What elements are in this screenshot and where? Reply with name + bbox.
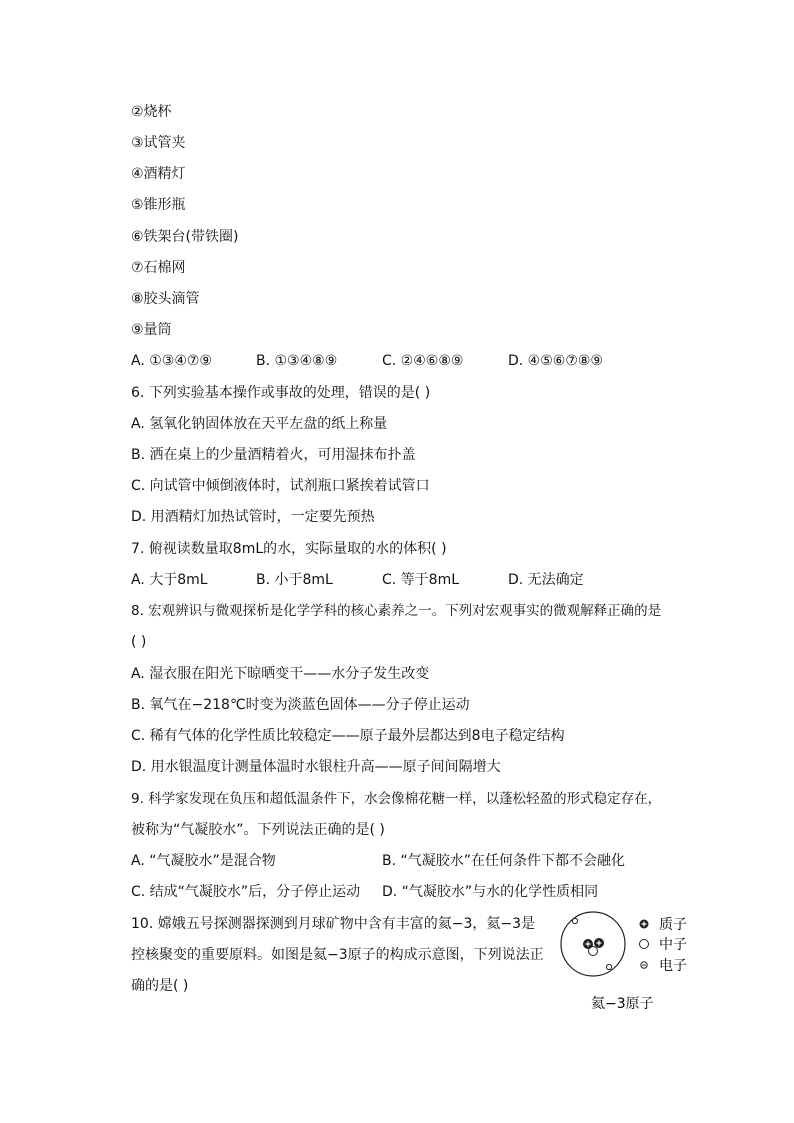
electron-icon xyxy=(606,964,611,969)
equipment-item: ④酒精灯 xyxy=(131,166,186,182)
q6-option-c: C. 向试管中倾倒液体时，试剂瓶口紧挨着试管口 xyxy=(131,478,430,494)
q7-stem: 7. 俯视读数量取8mL的水，实际量取的水的体积( ) xyxy=(131,541,447,557)
q6-option-d: D. 用酒精灯加热试管时，一定要先预热 xyxy=(131,509,375,525)
q5-option-b: B. ①③④⑧⑨ xyxy=(256,353,338,369)
equipment-item: ⑥铁架台(带铁圈) xyxy=(131,229,239,245)
helium-atom-diagram xyxy=(555,908,705,1018)
q7-option-c: C. 等于8mL xyxy=(382,572,460,588)
q8-option-b: B. 氧气在−218℃时变为淡蓝色固体——分子停止运动 xyxy=(131,697,470,713)
q7-option-b: B. 小于8mL xyxy=(256,572,333,588)
electron-icon xyxy=(572,918,577,923)
equipment-item: ⑤锥形瓶 xyxy=(131,197,186,213)
q8-option-a: A. 湿衣服在阳光下晾晒变干——水分子发生改变 xyxy=(131,666,430,682)
q6-option-b: B. 洒在桌上的少量酒精着火，可用湿抹布扑盖 xyxy=(131,447,416,463)
q10-stem: 10. 嫦娥五号探测器探测到月球矿物中含有丰富的氦−3，氦−3是 xyxy=(131,916,535,932)
q8-stem-cont: ( ) xyxy=(131,634,147,650)
q5-option-d: D. ④⑤⑥⑦⑧⑨ xyxy=(508,353,603,369)
equipment-item: ⑦石棉网 xyxy=(131,260,186,276)
q6-stem: 6. 下列实验基本操作或事故的处理，错误的是( ) xyxy=(131,385,431,401)
q9-stem-cont: 被称为“气凝胶水”。下列说法正确的是( ) xyxy=(131,822,385,838)
q9-option-c: C. 结成“气凝胶水”后，分子停止运动 xyxy=(131,884,361,900)
atom-figure xyxy=(561,912,625,976)
q9-option-a: A. “气凝胶水”是混合物 xyxy=(131,853,276,869)
q8-option-c: C. 稀有气体的化学性质比较稳定——原子最外层都达到8电子稳定结构 xyxy=(131,728,565,744)
q8-stem: 8. 宏观辨识与微观探析是化学学科的核心素养之一。下列对宏观事实的微观解释正确的是 xyxy=(131,603,662,619)
q9-stem: 9. 科学家发现在负压和超低温条件下，水会像棉花糖一样，以蓬松轻盈的形式稳定存在， xyxy=(131,791,662,807)
q7-option-d: D. 无法确定 xyxy=(508,572,584,588)
equipment-item: ②烧杯 xyxy=(131,104,172,120)
diagram-legend xyxy=(640,917,688,974)
q7-option-a: A. 大于8mL xyxy=(131,572,208,588)
q9-option-d: D. “气凝胶水”与水的化学性质相同 xyxy=(382,884,599,900)
equipment-item: ③试管夹 xyxy=(131,135,186,151)
q6-option-a: A. 氢氧化钠固体放在天平左盘的纸上称量 xyxy=(131,416,388,432)
equipment-item: ⑧胶头滴管 xyxy=(131,291,200,307)
neutron-legend-icon xyxy=(640,940,649,949)
q5-option-c: C. ②④⑥⑧⑨ xyxy=(382,353,464,369)
q10-stem-cont: 控核聚变的重要原料。如图是氦−3原子的构成示意图，下列说法正 xyxy=(131,947,544,963)
diagram-caption: 氦−3原子 xyxy=(591,996,654,1012)
q5-option-a: A. ①③④⑦⑨ xyxy=(131,353,212,369)
q10-stem-cont: 确的是( ) xyxy=(131,978,189,994)
equipment-item: ⑨量筒 xyxy=(131,322,172,338)
legend-proton-label: 质子 xyxy=(659,917,687,933)
q9-option-b: B. “气凝胶水”在任何条件下都不会融化 xyxy=(382,853,626,869)
legend-neutron-label: 中子 xyxy=(659,937,687,953)
legend-electron-label: 电子 xyxy=(659,958,687,974)
q8-option-d: D. 用水银温度计测量体温时水银柱升高——原子间间隔增大 xyxy=(131,759,501,775)
